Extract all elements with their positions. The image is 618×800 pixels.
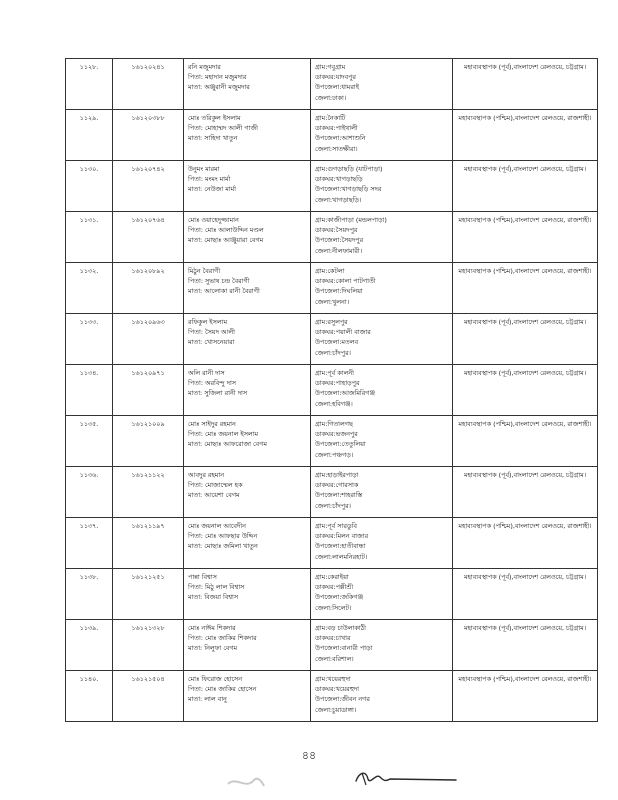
district: জেলা:নীলফামারী। bbox=[315, 246, 363, 255]
post-office: ডাকঘর:গোরসাক bbox=[315, 481, 359, 490]
roll-no-cell bbox=[113, 467, 184, 518]
table-row bbox=[66, 212, 598, 263]
sl-cell bbox=[66, 110, 113, 161]
roll-no-cell bbox=[113, 59, 184, 110]
scan-smudge bbox=[226, 772, 266, 794]
serial-number: ১১৪০. bbox=[79, 675, 99, 683]
roll-no-cell bbox=[113, 416, 184, 467]
candidate-name: আবদুর রহমান bbox=[188, 471, 225, 479]
post-office: ডাকঘর:পাহাড়পুর bbox=[315, 379, 360, 388]
candidate-table bbox=[65, 58, 598, 722]
candidate-name: উনুমং মারমা bbox=[188, 165, 220, 173]
post-cell bbox=[453, 416, 598, 467]
post-office: ডাকঘর:মিলন বাজার bbox=[315, 532, 369, 541]
person-cell bbox=[184, 59, 311, 110]
roll-number: ১৬১২১৫০৪ bbox=[131, 675, 165, 683]
posting-office: মহাব্যবস্থাপক (পূর্ব),বাংলাদেশ রেলওয়ে, চট্টগ্রাম। bbox=[464, 369, 586, 377]
person-cell bbox=[184, 314, 311, 365]
mother-name: মাতা: আলোকা রানী বৈরাগী bbox=[188, 287, 260, 296]
sl-cell bbox=[66, 161, 113, 212]
candidate-name: মোঃ জয়নাল আবেদীন bbox=[188, 522, 246, 530]
roll-no-cell bbox=[113, 518, 184, 569]
district: জেলা:সাতক্ষীরা। bbox=[315, 144, 358, 153]
district: জেলা:লালমনিরহাট। bbox=[315, 552, 368, 561]
upazila: উপজেলা:আজমিরিগঞ্জ bbox=[315, 389, 375, 398]
father-name: পিতা: সুভাষ চন্দ্র বৈরাগী bbox=[188, 277, 250, 286]
roll-no-cell bbox=[113, 314, 184, 365]
sl-cell bbox=[66, 59, 113, 110]
post-cell bbox=[453, 518, 598, 569]
roll-number: ১৬১২১১৯৭ bbox=[131, 522, 165, 530]
table-row bbox=[66, 416, 598, 467]
upazila: উপজেলা:শাহরাস্তি bbox=[315, 491, 363, 500]
table-row bbox=[66, 110, 598, 161]
roll-number: ১৬১২০৮৯২ bbox=[131, 267, 165, 275]
post-cell bbox=[453, 161, 598, 212]
district: জেলা:বরিশাল। bbox=[315, 654, 354, 663]
address-cell bbox=[311, 263, 453, 314]
roll-number: ১৬১২০৩৮৮ bbox=[131, 114, 165, 122]
upazila: উপজেলা:মতলব bbox=[315, 338, 359, 347]
candidate-table-body bbox=[66, 59, 598, 722]
district: জেলা:চাঁদপুর। bbox=[315, 348, 351, 357]
post-office: ডাকঘর:পয়ালী বাজার bbox=[315, 328, 371, 337]
candidate-name: পান্না বিশ্বাস bbox=[188, 573, 217, 581]
roll-number: ১৬১২১১২২ bbox=[131, 471, 165, 479]
sl-cell bbox=[66, 365, 113, 416]
village: গ্রাম:গুগড়াছড়ি (যাটপাড়া) bbox=[315, 165, 383, 173]
candidate-name: মোঃ ফিরোজ হোসেন bbox=[188, 675, 243, 683]
village: গ্রাম:কাজীপাড়া (মন্ডলপাড়া) bbox=[315, 216, 387, 224]
person-cell bbox=[184, 518, 311, 569]
upazila: উপজেলা:তেতুলিয়া bbox=[315, 440, 366, 449]
father-name: পিতা: মোজাম্মেল হক bbox=[188, 481, 243, 490]
upazila: উপজেলা:হাতীবান্ধা bbox=[315, 542, 366, 551]
posting-office: মহাব্যবস্থাপক (পূর্ব),বাংলাদেশ রেলওয়ে, চট্টগ্রাম। bbox=[464, 573, 586, 581]
mother-name: মাতা: বিজয়া বিশ্বাস bbox=[188, 593, 239, 602]
sl-cell bbox=[66, 569, 113, 620]
sl-cell bbox=[66, 314, 113, 365]
address-cell bbox=[311, 671, 453, 722]
serial-number: ১১৩৯. bbox=[79, 624, 99, 632]
table-row bbox=[66, 518, 598, 569]
serial-number: ১১৩৫. bbox=[79, 420, 99, 428]
father-name: পিতা: মোঃ জাকির শিকদার bbox=[188, 634, 257, 643]
post-cell bbox=[453, 467, 598, 518]
roll-number: ১৬১২০৯৭১ bbox=[131, 369, 165, 377]
candidate-name: মিঠুন বৈরাগী bbox=[188, 267, 221, 275]
address-cell bbox=[311, 110, 453, 161]
table-row bbox=[66, 59, 598, 110]
address-cell bbox=[311, 365, 453, 416]
address-cell bbox=[311, 161, 453, 212]
roll-number: ১৬১২০৭৬৪ bbox=[131, 216, 165, 224]
posting-office: মহাব্যবস্থাপক (পূর্ব),বাংলাদেশ রেলওয়ে, চট্টগ্রাম। bbox=[464, 624, 586, 632]
table-row bbox=[66, 671, 598, 722]
roll-no-cell bbox=[113, 620, 184, 671]
post-cell bbox=[453, 110, 598, 161]
mother-name: মাতা: আয়েশা বেগম bbox=[188, 491, 240, 500]
district: জেলা:হবিগঞ্জ। bbox=[315, 399, 353, 408]
mother-name: মাতা: লাল বানু bbox=[188, 695, 227, 704]
person-cell bbox=[184, 110, 311, 161]
sl-cell bbox=[66, 416, 113, 467]
address-cell bbox=[311, 569, 453, 620]
address-cell bbox=[311, 212, 453, 263]
roll-no-cell bbox=[113, 569, 184, 620]
father-name: পিতা: মোঃ জয়নাল ইসলাম bbox=[188, 430, 259, 439]
serial-number: ১১৩৪. bbox=[79, 369, 99, 377]
village: গ্রাম:রসুলপুর bbox=[315, 318, 348, 326]
post-cell bbox=[453, 314, 598, 365]
candidate-name: রফিকুল ইসলাম bbox=[188, 318, 227, 326]
mother-name: মাতা: মোছাঃ আফরোজা বেগম bbox=[188, 440, 267, 449]
person-cell bbox=[184, 263, 311, 314]
address-cell bbox=[311, 620, 453, 671]
roll-no-cell bbox=[113, 212, 184, 263]
table-row bbox=[66, 161, 598, 212]
village: গ্রাম:পূর্ব সারডুবি bbox=[315, 522, 357, 530]
district: জেলা:চাঁদপুর। bbox=[315, 501, 351, 510]
upazila: উপজেলা:খাগড়াছড়ি সদর bbox=[315, 185, 382, 194]
mother-name: মাতা: মোছাঃ জমিলা খাতুন bbox=[188, 542, 258, 551]
serial-number: ১১৩১. bbox=[79, 216, 99, 224]
mother-name: মাতা: মোছাঃ আঞ্জুয়ারা বেগম bbox=[188, 236, 264, 245]
posting-office: মহাব্যবস্থাপক (পশ্চিম),বাংলাদেশ রেলওয়ে, রাজশাহী। bbox=[458, 522, 592, 530]
serial-number: ১১৩৬. bbox=[79, 471, 99, 479]
person-cell bbox=[184, 365, 311, 416]
table-row bbox=[66, 467, 598, 518]
person-cell bbox=[184, 416, 311, 467]
father-name: পিতা: সৈয়দ আলী bbox=[188, 328, 236, 337]
post-office: ডাকঘর:খাগড়াছড়ি bbox=[315, 175, 363, 184]
serial-number: ১১৩২. bbox=[79, 267, 99, 275]
village: গ্রাম:হাড়াইরপাড়া bbox=[315, 471, 359, 479]
posting-office: মহাব্যবস্থাপক (পশ্চিম),বাংলাদেশ রেলওয়ে, রাজশাহী। bbox=[458, 675, 592, 683]
post-cell bbox=[453, 365, 598, 416]
serial-number: ১১২৮. bbox=[79, 63, 99, 71]
roll-no-cell bbox=[113, 161, 184, 212]
table-row bbox=[66, 365, 598, 416]
district: জেলা:খাগড়াছড়ি। bbox=[315, 195, 362, 204]
village: গ্রাম:কেটলা bbox=[315, 267, 345, 275]
table-row bbox=[66, 263, 598, 314]
sl-cell bbox=[66, 467, 113, 518]
father-name: পিতা: মোহাম্মদ আলী গাজী bbox=[188, 124, 259, 133]
serial-number: ১১৩৮. bbox=[79, 573, 99, 581]
roll-number: ১৬১২০৯৬৩ bbox=[131, 318, 165, 326]
candidate-name: মোঃ সাইদুর রহমান bbox=[188, 420, 236, 428]
posting-office: মহাব্যবস্থাপক (পূর্ব),বাংলাদেশ রেলওয়ে, চট্টগ্রাম। bbox=[464, 63, 586, 71]
posting-office: মহাব্যবস্থাপক (পশ্চিম),বাংলাদেশ রেলওয়ে, রাজশাহী। bbox=[458, 267, 592, 275]
village: গ্রাম:কেরাইয়া bbox=[315, 573, 349, 581]
post-office: ডাকঘর:পল্লীশ্রী bbox=[315, 583, 354, 592]
person-cell bbox=[184, 161, 311, 212]
posting-office: মহাব্যবস্থাপক (পশ্চিম),বাংলাদেশ রেলওয়ে, রাজশাহী। bbox=[458, 114, 592, 122]
posting-office: মহাব্যবস্থাপক (পূর্ব),বাংলাদেশ রেলওয়ে, চট্টগ্রাম। bbox=[464, 471, 586, 479]
address-cell bbox=[311, 314, 453, 365]
father-name: পিতা: মোঃ আলাউদ্দিন মণ্ডল bbox=[188, 226, 264, 235]
serial-number: ১১৩৭. bbox=[79, 522, 99, 530]
post-office: ডাকঘর:সৈয়দপুর bbox=[315, 226, 358, 235]
post-office: ডাকঘর:যাদবপুর bbox=[315, 73, 356, 82]
serial-number: ১১২৯. bbox=[79, 114, 99, 122]
table-row bbox=[66, 620, 598, 671]
address-cell bbox=[311, 518, 453, 569]
district: জেলা:চুয়াডাঙ্গা। bbox=[315, 705, 357, 714]
post-office: ডাকঘর:পাইথালী bbox=[315, 124, 358, 133]
person-cell bbox=[184, 569, 311, 620]
upazila: উপজেলা:আশাশুনি bbox=[315, 134, 366, 143]
address-cell bbox=[311, 467, 453, 518]
upazila: উপজেলা:ধামরাই bbox=[315, 83, 360, 92]
roll-number: ১৬১২০৭৪২ bbox=[131, 165, 165, 173]
post-cell bbox=[453, 263, 598, 314]
father-name: পিতা: মহাদান মজুমদার bbox=[188, 73, 247, 82]
district: জেলা:খুলনা। bbox=[315, 297, 349, 306]
roll-number: ১৬১২১০০৯ bbox=[131, 420, 165, 428]
roll-number: ১৬১২০২৪১ bbox=[131, 63, 165, 71]
village: গ্রাম:নৈকাটি bbox=[315, 114, 346, 122]
upazila: উপজেলা:জকিগঞ্জ bbox=[315, 593, 364, 602]
district: জেলা:সিলেট। bbox=[315, 603, 352, 612]
posting-office: মহাব্যবস্থাপক (পশ্চিম),বাংলাদেশ রেলওয়ে, রাজশাহী। bbox=[458, 216, 592, 224]
person-cell bbox=[184, 620, 311, 671]
father-name: পিতা: মংমং মার্মা bbox=[188, 175, 231, 184]
mother-name: মাতা: খোসনেয়ারা bbox=[188, 338, 235, 347]
roll-no-cell bbox=[113, 365, 184, 416]
person-cell bbox=[184, 212, 311, 263]
posting-office: মহাব্যবস্থাপক (পশ্চিম),বাংলাদেশ রেলওয়ে, রাজশাহী। bbox=[458, 420, 592, 428]
post-cell bbox=[453, 59, 598, 110]
father-name: পিতা: মোঃ জাকির হোসেন bbox=[188, 685, 257, 694]
person-cell bbox=[184, 671, 311, 722]
sl-cell bbox=[66, 620, 113, 671]
sl-cell bbox=[66, 518, 113, 569]
roll-number: ১৬১২১২৫১ bbox=[131, 573, 165, 581]
upazila: উপজেলা:বানারী পাড়া bbox=[315, 644, 373, 653]
posting-office: মহাব্যবস্থাপক (পূর্ব),বাংলাদেশ রেলওয়ে, চট্টগ্রাম। bbox=[464, 318, 586, 326]
upazila: উপজেলা:দিঘলিয়া bbox=[315, 287, 363, 296]
sl-cell bbox=[66, 263, 113, 314]
table-row bbox=[66, 569, 598, 620]
mother-name: মাতা: নিলুফা বেগম bbox=[188, 644, 238, 653]
sl-cell bbox=[66, 671, 113, 722]
upazila: উপজেলা:সৈয়দপুর bbox=[315, 236, 364, 245]
page-number: ৪৪ bbox=[301, 749, 317, 762]
sl-cell bbox=[66, 212, 113, 263]
candidate-name: অলি রানী দাস bbox=[188, 369, 225, 377]
table-row bbox=[66, 314, 598, 365]
serial-number: ১১৩০. bbox=[79, 165, 99, 173]
mother-name: মাতা: অঞ্জুরানী মজুমদার bbox=[188, 83, 250, 92]
roll-no-cell bbox=[113, 110, 184, 161]
mother-name: মাতা: নেউজা মার্মা bbox=[188, 185, 237, 194]
candidate-name: মোঃ ওয়াহেদুজ্জামান bbox=[188, 216, 239, 224]
father-name: পিতা: মিঠু লাল বিশ্বাস bbox=[188, 583, 245, 592]
mother-name: মাতা: সাহিদা খাতুন bbox=[188, 134, 238, 143]
roll-number: ১৬১২১৩২৮ bbox=[131, 624, 165, 632]
village: গ্রাম:খয়েরহুদা bbox=[315, 675, 351, 683]
post-office: ডাকঘর:কোলা পাটগাতী bbox=[315, 277, 376, 286]
address-cell bbox=[311, 416, 453, 467]
village: গ্রাম:বড় চাউলাকাঠী bbox=[315, 624, 366, 632]
posting-office: মহাব্যবস্থাপক (পূর্ব),বাংলাদেশ রেলওয়ে, চট্টগ্রাম। bbox=[464, 165, 586, 173]
post-cell bbox=[453, 569, 598, 620]
post-office: ডাকঘর:চাখার bbox=[315, 634, 351, 643]
village: গ্রাম:গিতালগছ bbox=[315, 420, 353, 428]
district: জেলা:ঢাকা। bbox=[315, 93, 347, 102]
father-name: পিতা: মোঃ আফছার উদ্দিন bbox=[188, 532, 258, 541]
post-office: ডাকঘর:ভজনপুর bbox=[315, 430, 358, 439]
father-name: পিতা: অরবিন্দু দাস bbox=[188, 379, 237, 388]
serial-number: ১১৩৩. bbox=[79, 318, 99, 326]
candidate-name: রনি মজুমদার bbox=[188, 63, 221, 71]
post-cell bbox=[453, 212, 598, 263]
roll-no-cell bbox=[113, 263, 184, 314]
post-cell bbox=[453, 620, 598, 671]
post-office: ডাকঘর:খয়েরহুদা bbox=[315, 685, 359, 694]
roll-no-cell bbox=[113, 671, 184, 722]
signature-mark bbox=[352, 767, 462, 789]
village: গ্রাম:গবুগ্রাম bbox=[315, 63, 346, 71]
mother-name: মাতা: সুজিলা রানী দাস bbox=[188, 389, 248, 398]
candidate-name: মোঃ নাঈম শিকদার bbox=[188, 624, 236, 632]
district: জেলা:পঞ্চগড়। bbox=[315, 450, 354, 459]
address-cell bbox=[311, 59, 453, 110]
upazila: উপজেলা:জীবন নগর bbox=[315, 695, 370, 704]
village: গ্রাম:পূর্ব কালনী bbox=[315, 369, 354, 377]
candidate-name: মোঃ তরিকুল ইসলাম bbox=[188, 114, 241, 122]
person-cell bbox=[184, 467, 311, 518]
post-cell bbox=[453, 671, 598, 722]
